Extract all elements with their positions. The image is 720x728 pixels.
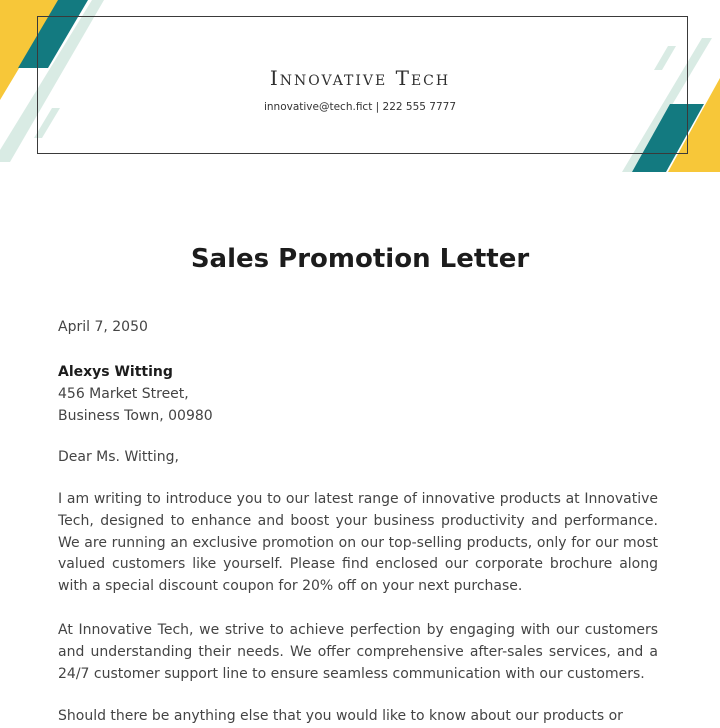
letter-title: Sales Promotion Letter: [190, 244, 530, 274]
greeting: Dear Ms. Witting,: [58, 449, 179, 465]
recipient-address-line1: 456 Market Street,: [58, 386, 189, 402]
body-paragraph-3: Should there be anything else that you would like to know about our products or: [58, 708, 623, 724]
recipient-address-line2: Business Town, 00980: [58, 408, 213, 424]
body-paragraph-1: I am writing to introduce you to our latest range of innovative products at Innovative Tech, designed to enhance and boost your business productivity and performance. We are running an exclusive promotion on our top-selling products, only for our most valued customers like yourself. Please find enclosed our corporate brochure along with a special discount coupon for 20% off on your next purchase.: [58, 491, 658, 595]
recipient-name: Alexys Witting: [58, 364, 173, 380]
company-contact: innovative@tech.fict | 222 555 7777: [263, 101, 457, 113]
body-paragraph-2: At Innovative Tech, we strive to achieve perfection by engaging with our customers and understanding their needs. We offer comprehensive after-sales services, and a 24/7 customer support line to ensure seamless communication with our customers.: [58, 622, 658, 682]
company-name: Innovative Tech: [269, 66, 451, 90]
letter-date: April 7, 2050: [58, 319, 148, 335]
recipient-block: [58, 361, 213, 427]
